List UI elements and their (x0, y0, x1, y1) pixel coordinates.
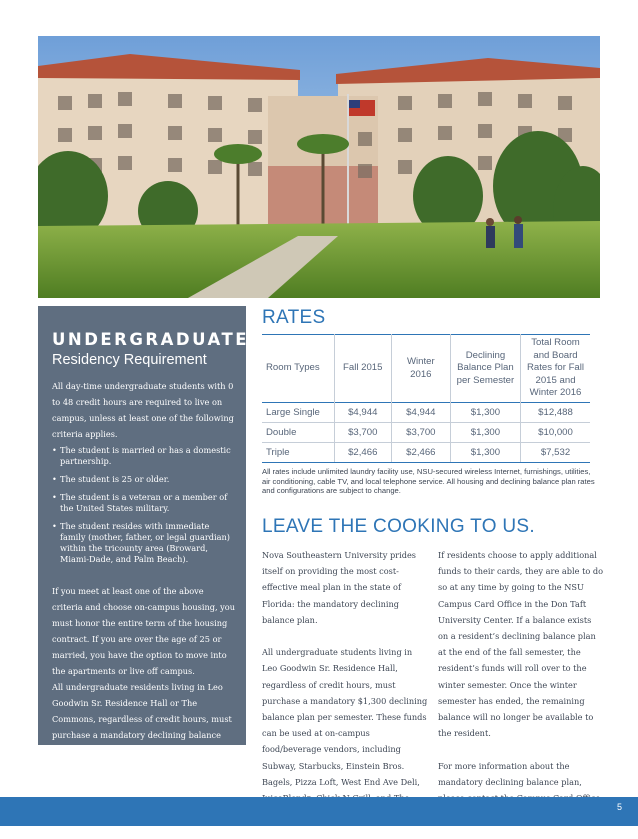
list-item: • The student resides with immediate family (mother, father, or legal guardian) within the tricounty area (Broward, Miami-Dade, and Palm Beach). (52, 521, 230, 564)
residence-hall-illustration (38, 36, 600, 298)
table-cell: $10,000 (521, 423, 590, 443)
table-cell: $3,700 (334, 423, 391, 443)
column-header: Room Types (266, 362, 320, 374)
table-cell: $12,488 (521, 403, 590, 423)
bullet-icon: • (52, 492, 57, 502)
table-cell: $2,466 (334, 443, 391, 463)
list-item: • The student is a veteran or a member of the United States military. (52, 492, 228, 513)
column-header: Declining Balance Plan per Semester (450, 335, 520, 403)
sidebar-paragraph: If you meet at least one of the above criteria and choose on-campus housing, you must honor the entire term of the housing contract. If you are over the age of 25 or married, you have the option to move into the apartments or live off campus. (52, 586, 235, 676)
table-cell: $3,700 (391, 423, 450, 443)
cooking-heading: LEAVE THE COOKING TO US. (262, 516, 535, 537)
list-item: • The student is 25 or older. (52, 474, 170, 484)
bullet-icon: • (52, 521, 57, 531)
table-row (262, 443, 590, 463)
bullet-icon: • (52, 445, 57, 455)
table-cell: Large Single (262, 403, 334, 423)
body-paragraph: If residents choose to apply additional funds to their cards, they are able to do so at any time by going to the NSU Campus Card Office in the Don Taft University Center. If a balance exists on a resident’s declining balance plan at the end of the fall semester, the resident’s funds will roll over to the winter semester. Once the winter semester has ended, the remaining balance will no longer be available to the resident. (438, 550, 604, 739)
body-paragraph: All undergraduate students living in Leo Goodwin Sr. Residence Hall, regardless of credit hours, must purchase a mandatory $1,300 declining balance plan per semester. These funds can be used at on-campus food/beverage vendors, including Subway, Starbucks, Einstein Bros. Bagels, Pizza Loft, West End Ave Deli, (262, 647, 428, 787)
page-number: 5 (616, 802, 622, 812)
criteria-list (52, 445, 236, 565)
cooking-column-left (262, 547, 428, 839)
footer-bar (0, 797, 638, 826)
table-cell: $1,300 (450, 443, 520, 463)
sidebar-title: UNDERGRADUATE (52, 330, 250, 349)
table-cell: $1,300 (450, 423, 520, 443)
rates-heading: RATES (262, 307, 326, 328)
table-row (262, 403, 590, 423)
sidebar-paragraph: All undergraduate residents living in Leo Goodwin Sr. Residence Hall or The Commons, regardless of credit hours, must purchase a mandatory declining balance plan of $1,300. (52, 682, 232, 756)
table-cell: Triple (262, 443, 334, 463)
rates-note: All rates include unlimited laundry facility use, NSU-secured wireless Internet, furnishings, utilities, air conditioning, cable TV, and local telephone service. All housing and declining balance plan rates and configurations are subject to change. (262, 467, 595, 496)
column-header: Fall 2015 (334, 335, 391, 403)
cooking-column-right (438, 547, 604, 839)
column-header: Total Room and Board Rates for Fall 2015 and Winter 2016 (521, 335, 590, 403)
table-cell: $1,300 (450, 403, 520, 423)
list-item: • The student is married or has a domestic partnership. (52, 445, 231, 466)
table-header-row (262, 335, 590, 403)
table-row (262, 423, 590, 443)
table-cell: $7,532 (521, 443, 590, 463)
body-paragraph: Nova Southeastern University prides itself on providing the most cost-effective meal plan in the state of Florida: the mandatory declining balance plan. (262, 550, 417, 625)
sidebar-subtitle: Residency Requirement (52, 352, 207, 368)
bullet-icon: • (52, 474, 57, 484)
table-cell: $4,944 (391, 403, 450, 423)
sidebar-intro: All day-time undergraduate students with 0 to 48 credit hours are required to live on campus, unless at least one of the following criteria applies. (52, 381, 234, 439)
table-cell: $4,944 (334, 403, 391, 423)
table-cell: $2,466 (391, 443, 450, 463)
body-paragraph: For more information about the mandatory declining balance plan, (438, 760, 582, 787)
residency-requirement-panel (38, 306, 250, 756)
table-cell: Double (262, 423, 334, 443)
rates-table (262, 334, 590, 463)
column-header: Winter 2016 (391, 335, 450, 403)
residence-hall-photo (38, 36, 600, 298)
